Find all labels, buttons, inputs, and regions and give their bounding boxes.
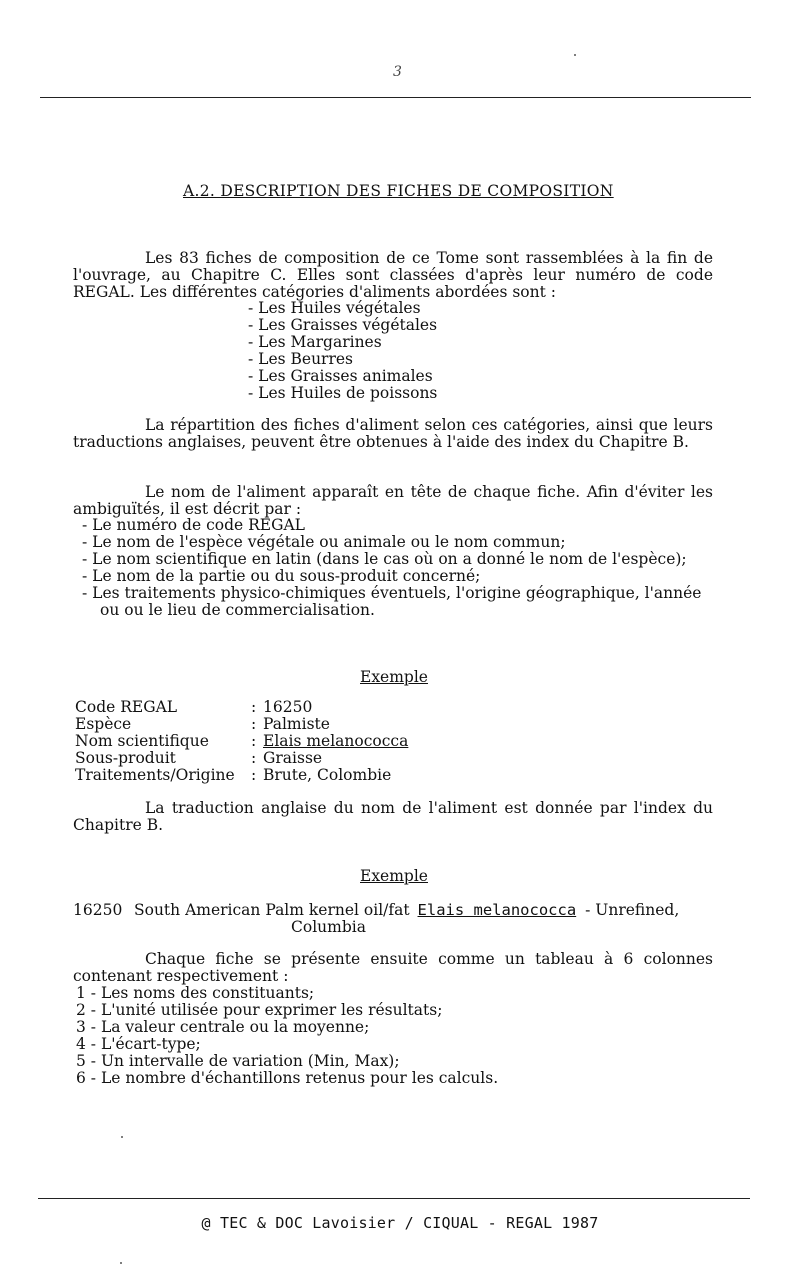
list-item: - Le numéro de code REGAL <box>82 516 305 534</box>
row-value: Brute, Colombie <box>263 766 392 784</box>
table-desc-paragraph: Chaque fiche se présente ensuite comme un tableau à 6 colonnes contenant respectivement : <box>73 950 713 985</box>
row-colon: : <box>251 749 257 767</box>
row-colon: : <box>251 715 257 733</box>
header-rule <box>40 97 751 98</box>
example2-name-before: South American Palm kernel oil/fat <box>134 901 410 919</box>
intro-paragraph: Les 83 fiches de composition de ce Tome sont rassemblées à la fin de l'ouvrage, au Chapitre C. Elles sont classées d'après leur numéro de code REGAL. Les différentes catégories d'aliments abordées sont : <box>73 249 713 301</box>
row-key: Traitements/Origine <box>75 766 235 784</box>
table-row <box>75 750 408 767</box>
list-item: 4 - L'écart-type; <box>76 1035 201 1053</box>
example-heading: Exemple <box>360 668 428 686</box>
table-row <box>75 733 408 750</box>
translation-paragraph: La traduction anglaise du nom de l'aliment est donnée par l'index du Chapitre B. <box>73 799 713 834</box>
example2-code: 16250 <box>73 901 123 919</box>
naming-paragraph: Le nom de l'aliment apparaît en tête de chaque fiche. Afin d'éviter les ambiguïtés, il est décrit par : <box>73 483 713 518</box>
row-colon: : <box>251 766 257 784</box>
row-key: Espèce <box>75 715 132 733</box>
footer-copyright: @ TEC & DOC Lavoisier / CIQUAL - REGAL 1987 <box>201 1214 599 1232</box>
list-item: 5 - Un intervalle de variation (Min, Max); <box>76 1052 400 1070</box>
list-item: - Les Huiles de poissons <box>248 384 438 402</box>
list-item: 3 - La valeur centrale ou la moyenne; <box>76 1018 370 1036</box>
table-row <box>75 716 408 733</box>
row-value: Graisse <box>263 749 323 767</box>
section-title: A.2. DESCRIPTION DES FICHES DE COMPOSITION <box>183 182 614 200</box>
scan-speck <box>120 1262 122 1264</box>
list-item: - Les Margarines <box>248 333 382 351</box>
list-item: - Le nom de l'espèce végétale ou animale ou le nom commun; <box>82 533 566 551</box>
list-item: - Le nom de la partie ou du sous-produit concerné; <box>82 567 481 585</box>
naming-list <box>76 517 710 619</box>
list-item: - Les Graisses animales <box>248 367 433 385</box>
table-row <box>75 767 408 784</box>
row-key: Code REGAL <box>75 698 178 716</box>
list-item: 2 - L'unité utilisée pour exprimer les résultats; <box>76 1001 443 1019</box>
list-item: - Les Beurres <box>248 350 354 368</box>
table-row <box>75 699 408 716</box>
page-number: 3 <box>393 64 402 80</box>
scan-speck <box>574 54 576 56</box>
row-key: Sous-produit <box>75 749 176 767</box>
example2-name-after: - Unrefined, <box>585 901 680 919</box>
list-item: - Les traitements physico-chimiques éventuels, l'origine géographique, l'année ou ou le lieu de commercialisation. <box>82 584 702 619</box>
column-list <box>76 985 498 1087</box>
example-table <box>75 699 408 784</box>
example2-name-line2: Columbia <box>291 918 366 936</box>
list-item: 1 - Les noms des constituants; <box>76 984 315 1002</box>
row-value: 16250 <box>263 698 313 716</box>
row-colon: : <box>251 698 257 716</box>
footer-rule <box>38 1198 750 1199</box>
category-list <box>248 300 437 402</box>
row-value: Palmiste <box>263 715 330 733</box>
list-item: 6 - Le nombre d'échantillons retenus pour les calculs. <box>76 1069 499 1087</box>
list-item: - Les Huiles végétales <box>248 299 421 317</box>
scan-speck <box>121 1136 123 1138</box>
example-heading-2: Exemple <box>360 867 428 885</box>
list-item: - Le nom scientifique en latin (dans le cas où on a donné le nom de l'espèce); <box>82 550 687 568</box>
example2-scientific: Elais melanococca <box>417 901 577 919</box>
list-item: - Les Graisses végétales <box>248 316 438 334</box>
example2-name <box>134 901 679 919</box>
row-value-scientific: Elais melanococca <box>263 732 409 750</box>
row-colon: : <box>251 732 257 750</box>
repartition-paragraph: La répartition des fiches d'aliment selon ces catégories, ainsi que leurs traductions anglaises, peuvent être obtenues à l'aide des index du Chapitre B. <box>73 416 713 451</box>
row-key: Nom scientifique <box>75 732 209 750</box>
